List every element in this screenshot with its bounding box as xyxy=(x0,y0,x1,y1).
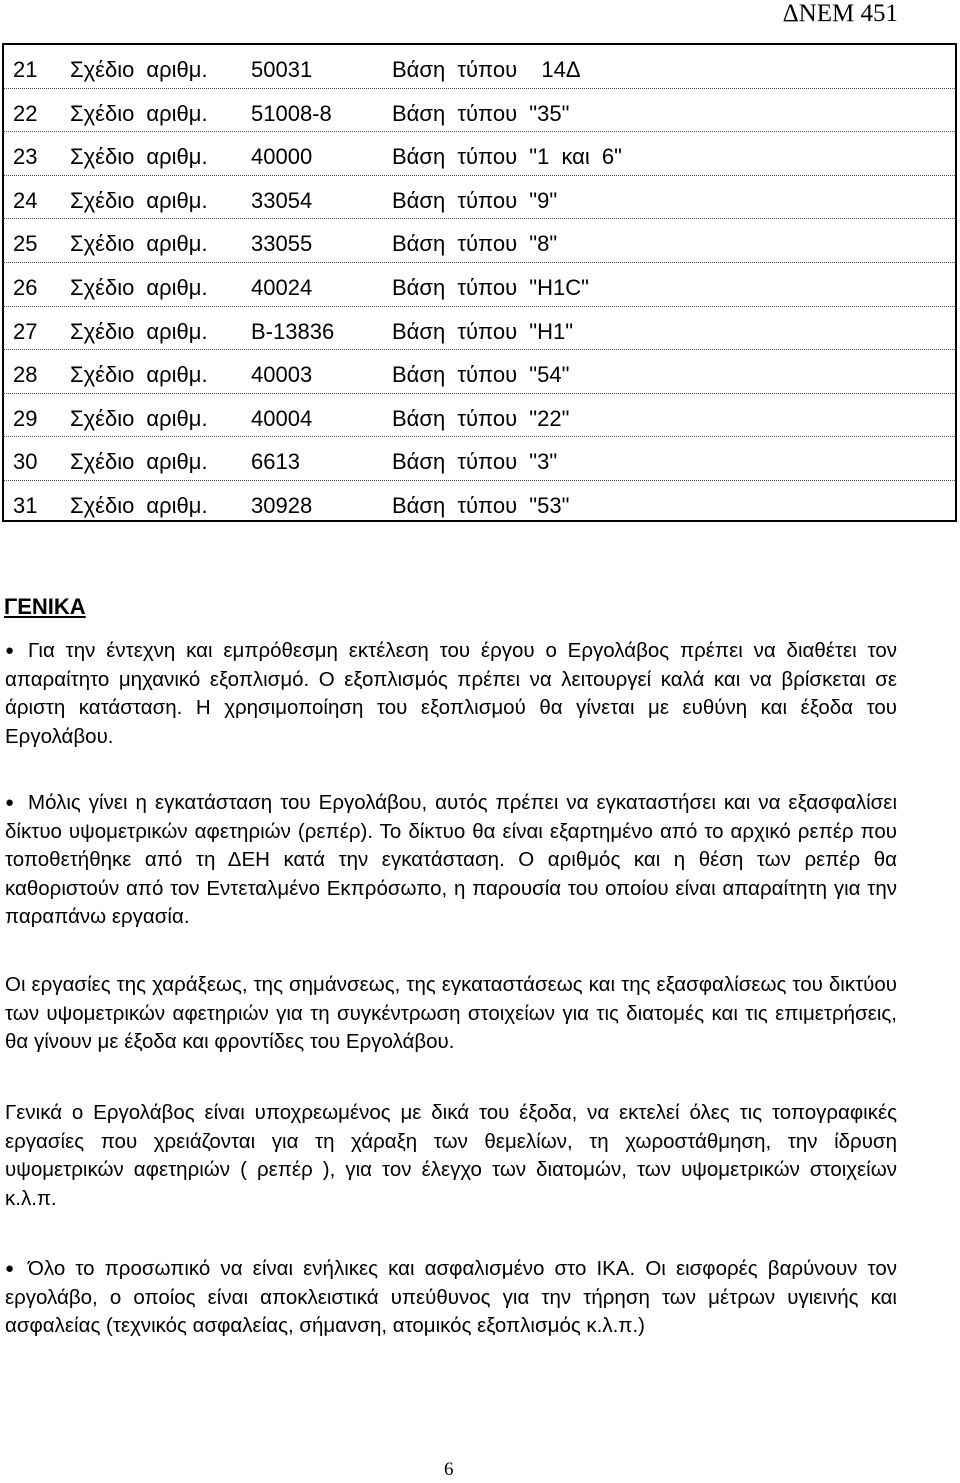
document-code: ΔΝΕΜ 451 xyxy=(782,0,898,27)
row-number: 21 xyxy=(13,57,38,82)
drawing-code: 33055 xyxy=(251,231,313,257)
row-label: Σχέδιο αριθμ. xyxy=(70,57,208,82)
table-row xyxy=(4,350,955,394)
paragraph-text: Όλο το προσωπικό να είναι ενήλικες και ασφαλισμένο στο ΙΚΑ. Οι εισφορές βαρύνουν τον εργολάβο, ο οποίος είναι αποκλειστικά υπεύθυνος για την τήρηση των μέτρων υγιεινής και ασφαλείας (τεχνικός ασφαλείας, σήμανση, ατομικός εξοπλισμός κ.λ.π.) xyxy=(5,1257,897,1337)
paragraph-topographic: Γενικά ο Εργολάβος είναι υποχρεωμένος με δικά του έξοδα, να εκτελεί όλες τις τοπογραφικές εργασίες που χρειάζονται για τη χάραξη των θεμελίων, τη χωροστάθμηση, την ίδρυση υψομετρικών αφετηριών ( ρεπέρ ), για τον έλεγχο των διατομών, των υψομετρικών στοιχείων κ.λ.π. xyxy=(5,1101,897,1210)
table-row xyxy=(4,219,955,263)
row-label: Σχέδιο αριθμ. xyxy=(70,449,208,475)
drawing-code: 33054 xyxy=(251,187,313,213)
row-label: Σχέδιο αριθμ. xyxy=(70,492,208,518)
table-row xyxy=(4,307,955,351)
bullet-icon: ● xyxy=(5,794,15,811)
base-type: Βάση τύπου "Η1C" xyxy=(392,274,589,300)
table-row xyxy=(4,437,955,481)
row-number: 22 xyxy=(13,100,38,126)
base-type: Βάση τύπου "9" xyxy=(392,187,558,213)
paragraph-staff xyxy=(5,1255,897,1341)
table-row xyxy=(4,45,955,89)
row-number: 29 xyxy=(13,405,38,431)
table-row xyxy=(4,394,955,438)
row-number: 28 xyxy=(13,362,38,388)
row-label: Σχέδιο αριθμ. xyxy=(70,362,208,388)
row-number: 30 xyxy=(13,449,38,475)
row-number: 26 xyxy=(13,274,38,300)
row-label: Σχέδιο αριθμ. xyxy=(70,405,208,431)
row-label: Σχέδιο αριθμ. xyxy=(70,231,208,257)
section-title: ΓΕΝΙΚΑ xyxy=(4,594,86,619)
table-row xyxy=(4,263,955,307)
drawing-code: 40004 xyxy=(251,405,313,431)
base-type: Βάση τύπου "1 και 6" xyxy=(392,144,622,170)
row-label: Σχέδιο αριθμ. xyxy=(70,318,208,344)
row-label: Σχέδιο αριθμ. xyxy=(70,274,208,300)
drawings-table xyxy=(2,43,957,522)
paragraph-text: Για την έντεχνη και εμπρόθεσμη εκτέλεση του έργου ο Εργολάβος πρέπει να διαθέτει τον απαραίτητο μηχανικό εξοπλισμό. Ο εξοπλισμός πρέπει να λειτουργεί καλά και να βρίσκεται σε άριστη κατάσταση. Η χρησιμοποίηση του εξοπλισμού θα γίνεται με ευθύνη και έξοδα του Εργολάβου. xyxy=(5,639,897,748)
row-label: Σχέδιο αριθμ. xyxy=(70,100,208,126)
paragraph-text: Μόλις γίνει η εγκατάσταση του Εργολάβου, αυτός πρέπει να εγκαταστήσει και να εξασφαλίσει δίκτυο υψομετρικών αφετηριών (ρεπέρ). Το δίκτυο θα είναι εξαρτημένο από το αρχικό ρεπέρ που τοποθετήθηκε από τη ΔΕΗ κατά την εγκατάσταση. Ο αριθμός και η θέση των ρεπέρ θα καθοριστούν από τον Εντεταλμένο Εκπρόσωπο, η παρουσία του οποίου είναι απαραίτητη για την παραπάνω εργασία. xyxy=(5,791,897,928)
base-type: Βάση τύπου "35" xyxy=(392,100,570,126)
base-type: Βάση τύπου "Η1" xyxy=(392,318,574,344)
drawing-code: Β-13836 xyxy=(251,318,335,344)
bullet-icon: ● xyxy=(5,1260,15,1277)
table-row xyxy=(4,132,955,176)
paragraph-benchmarks xyxy=(5,789,897,932)
base-type: Βάση τύπου "53" xyxy=(392,492,570,518)
base-type: Βάση τύπου "54" xyxy=(392,362,570,388)
row-number: 24 xyxy=(13,187,38,213)
row-number: 31 xyxy=(13,492,38,518)
paragraph-layout-works: Οι εργασίες της χαράξεως, της σημάνσεως, της εγκαταστάσεως και της εξασφαλίσεως του δικτύου των υψομετρικών αφετηριών για τη συγκέντρωση στοιχείων για τις διατομές και τις επιμετρήσεις, θα γίνουν με έξοδα και φροντίδες του Εργολάβου. xyxy=(5,973,897,1053)
drawing-code: 40003 xyxy=(251,362,313,388)
drawing-code: 30928 xyxy=(251,492,313,518)
table-row xyxy=(4,481,955,524)
base-type: Βάση τύπου "3" xyxy=(392,449,558,475)
drawing-code: 40000 xyxy=(251,144,313,170)
table-row xyxy=(4,89,955,133)
row-number: 23 xyxy=(13,144,38,170)
base-type: Βάση τύπου "8" xyxy=(392,231,558,257)
bullet-icon: ● xyxy=(5,642,15,659)
drawing-code: 40024 xyxy=(251,274,313,300)
paragraph-equipment xyxy=(5,637,897,751)
row-label: Σχέδιο αριθμ. xyxy=(70,187,208,213)
row-label: Σχέδιο αριθμ. xyxy=(70,144,208,170)
table-row xyxy=(4,176,955,220)
base-type: Βάση τύπου "22" xyxy=(392,405,570,431)
base-type: Βάση τύπου 14Δ xyxy=(392,57,581,82)
drawing-code: 50031 xyxy=(251,57,313,82)
drawing-code: 6613 xyxy=(251,449,300,475)
page-number: 6 xyxy=(444,1459,454,1480)
row-number: 27 xyxy=(13,318,38,344)
drawing-code: 51008-8 xyxy=(251,100,332,126)
row-number: 25 xyxy=(13,231,38,257)
